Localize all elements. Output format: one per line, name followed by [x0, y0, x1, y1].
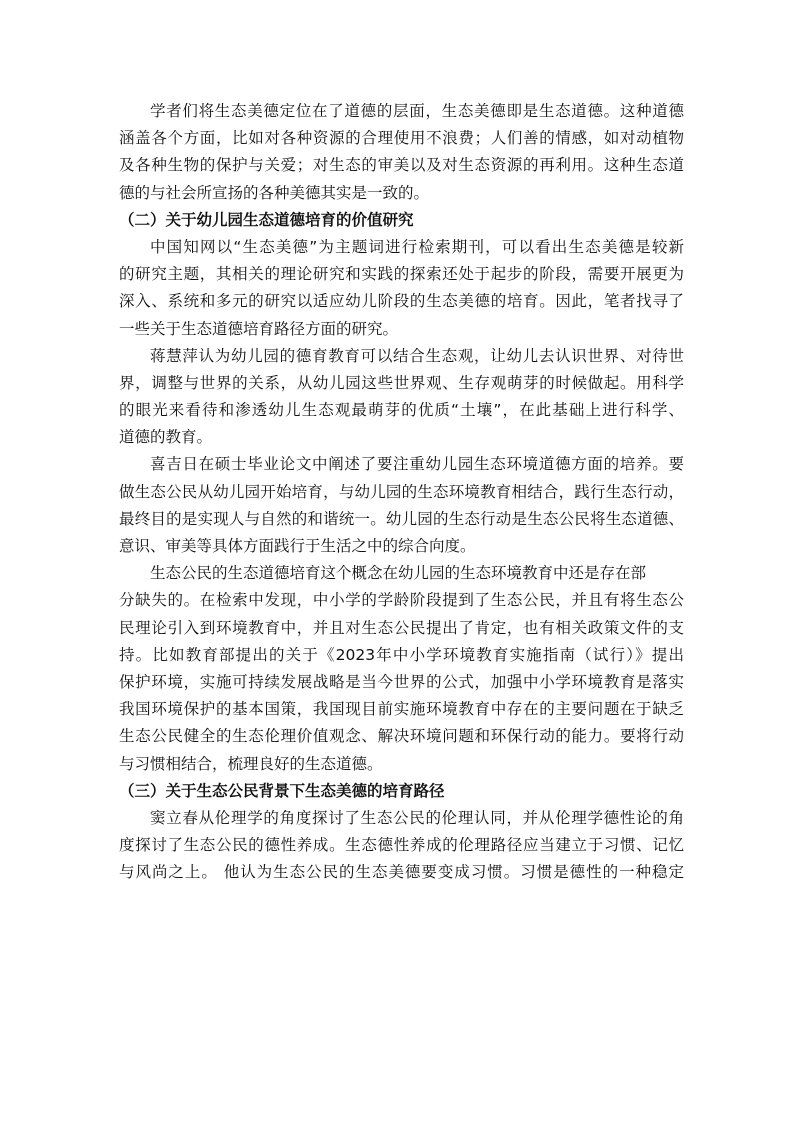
text-line: 深入、系统和多元的研究以适应幼儿阶段的生态美德的培育。因此，笔者找寻了: [119, 292, 684, 311]
text-line: 持。比如教育部提出的关于《2023年中小学环境教育实施指南（试行）》提出: [119, 645, 684, 664]
text-line: 做生态公民从幼儿园开始培育，与幼儿园的生态环境教育相结合，践行生态行动，: [119, 482, 684, 501]
text-line: 与习惯相结合，梳理良好的生态道德。: [119, 754, 383, 773]
text-line: 生态公民健全的生态伦理价值观念、解决环境问题和环保行动的能力。要将行动: [119, 727, 684, 746]
text-line: 保护环境，实施可持续发展战略是当今世界的公式，加强中小学环境教育是落实: [119, 672, 684, 691]
text-line: 窦立春从伦理学的角度探讨了生态公民的伦理认同，并从伦理学德性论的角: [150, 808, 684, 827]
section-heading: （三）关于生态公民背景下生态美德的培育路径: [119, 781, 445, 800]
text-line: 一些关于生态道德培育路径方面的研究。: [119, 319, 399, 338]
document-body: [119, 98, 684, 886]
text-line: 意识、审美等具体方面践行于生活之中的综合向度。: [119, 537, 476, 555]
text-line: 生态公民的生态道德培育这个概念在幼儿园的生态环境教育中还是存在部: [150, 564, 647, 583]
text-line: 我国环境保护的基本国策，我国现目前实施环境教育中存在的主要问题在于缺乏: [119, 700, 684, 719]
text-line: 中国知网以“生态美德”为主题词进行检索期刊，可以看出生态美德是较新: [150, 237, 684, 256]
section-heading: （二）关于幼儿园生态道德培育的价值研究: [119, 210, 414, 229]
text-line: 分缺失的。在检索中发现，中小学的学龄阶段提到了生态公民，并且有将生态公: [119, 591, 684, 610]
text-line: 度探讨了生态公民的德性养成。生态德性养成的伦理路径应当建立于习惯、记忆: [119, 836, 684, 855]
text-line: 德的与社会所宣扬的各种美德其实是一致的。: [119, 183, 430, 202]
text-line: 民理论引入到环境教育中，并且对生态公民提出了肯定，也有相关政策文件的支: [119, 618, 684, 637]
text-line: 的眼光来看待和渗透幼儿生态观最萌芽的优质“土壤”，在此基础上进行科学、: [119, 401, 684, 420]
text-line: 的研究主题，其相关的理论研究和实践的探索还处于起步的阶段，需要开展更为: [119, 265, 684, 284]
text-line: 界，调整与世界的关系，从幼儿园这些世界观、生存观萌芽的时候做起。用科学: [119, 373, 684, 392]
text-line: 涵盖各个方面，比如对各种资源的合理使用不浪费；人们善的情感，如对动植物: [119, 129, 684, 148]
text-line: 蒋慧萍认为幼儿园的德育教育可以结合生态观，让幼儿去认识世界、对待世: [150, 346, 684, 365]
text-line: 道德的教育。: [119, 428, 213, 447]
text-line: 学者们将生态美德定位在了道德的层面，生态美德即是生态道德。这种道德: [150, 102, 684, 120]
text-line: 及各种生物的保护与关爱；对生态的审美以及对生态资源的再利用。这种生态道: [119, 156, 684, 175]
text-line: 与风尚之上。 他认为生态公民的生态美德要变成习惯。习惯是德性的一种稳定: [119, 863, 684, 882]
text-line: 最终目的是实现人与自然的和谐统一。幼儿园的生态行动是生态公民将生态道德、: [119, 509, 684, 528]
text-line: 喜吉日在硕士毕业论文中阐述了要注重幼儿园生态环境道德方面的培养。要: [150, 455, 684, 474]
